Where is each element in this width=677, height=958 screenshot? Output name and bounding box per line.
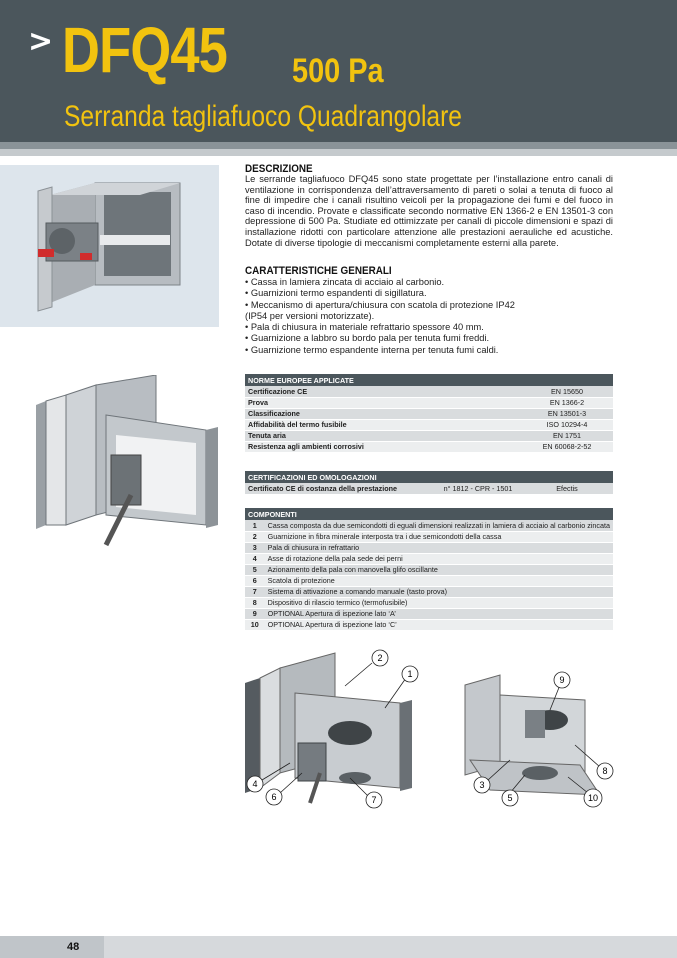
- components-diagram-right: [460, 665, 615, 810]
- product-photo: [0, 165, 219, 327]
- description-text: Le serrande tagliafuoco DFQ45 sono state progettate per l’installazione entro canali di ventilazione in corrispondenza dell’attraversamento di pareti o solai a tenuta di fuoco al fine di impedire che i canali risultino veicoli per la propagazione dei fumi e del fuoco in caso di incendio. Provate e classificate secondo normative EN 1366-2 e EN 13501-3 con depressione di 500 Pa. Studiate ed ottimizzate per canali di piccole dimensioni e spazi di installazione ridotti con particolare attenzione alle prestazioni aerauliche ed acustiche. Dotate di diverse tipologie di meccanismi completamente esterni alla parete.: [245, 174, 613, 248]
- table-row: 4 Asse di rotazione della pala sede dei perni: [245, 553, 613, 564]
- table-row: 3 Pala di chiusura in refrattario: [245, 542, 613, 553]
- callout-label: 2: [377, 653, 383, 663]
- header-divider: [0, 142, 677, 149]
- feature-item: • Guarnizione a labbro su bordo pala per tenuta fumi freddi.: [245, 333, 490, 344]
- table-row: 2 Guarnizione in fibra minerale interposta tra i due semicondotti della cassa: [245, 531, 613, 542]
- table-row: Tenuta aria EN 1751: [245, 430, 613, 441]
- feature-item: • Cassa in lamiera zincata di acciaio al carbonio.: [245, 277, 445, 287]
- table-row: Resistenza agli ambienti corrosivi EN 60068-2-52: [245, 441, 613, 452]
- table-row: Certificato CE di costanza della prestazione n° 1812 - CPR - 1501 Efectis: [245, 483, 613, 494]
- callout-label: 5: [507, 793, 513, 803]
- table-row: 7 Sistema di attivazione a comando manuale (tasto prova): [245, 586, 613, 597]
- table-row: Prova EN 1366-2: [245, 397, 613, 408]
- page-number: 48: [67, 941, 80, 953]
- header-divider-light: [0, 149, 677, 156]
- feature-item: (IP54 per versioni motorizzate).: [245, 310, 375, 321]
- callout-label: 10: [587, 793, 599, 803]
- chevron-icon: >: [28, 24, 54, 59]
- components-diagram-left: [240, 648, 430, 813]
- callout-label: 1: [407, 669, 413, 679]
- feature-item: • Pala di chiusura in materiale refrattario spessore 40 mm.: [245, 322, 484, 333]
- table-row: 1 Cassa composta da due semicondotti di eguali dimensioni realizzati in lamiera di acciaio al carbonio zincata: [245, 520, 613, 531]
- features-heading: CARATTERISTICHE GENERALI: [245, 265, 392, 277]
- table-row: 8 Dispositivo di rilascio termico (termofusibile): [245, 597, 613, 608]
- feature-item: • Meccanismo di apertura/chiusura con scatola di protezione IP42: [245, 299, 515, 310]
- components-table: [245, 508, 613, 631]
- feature-item: • Guarnizione termo espandente interna per tenuta fumi caldi.: [245, 344, 499, 355]
- description-heading: DESCRIZIONE: [245, 163, 313, 175]
- product-title: DFQ45: [62, 14, 228, 86]
- table-row: Certificazione CE EN 15650: [245, 386, 613, 397]
- table-row: 5 Azionamento della pala con manovella glifo oscillante: [245, 564, 613, 575]
- callout-label: 6: [271, 792, 277, 802]
- norms-table: [245, 374, 613, 453]
- page-header: [0, 0, 677, 142]
- components-heading: COMPONENTI: [245, 508, 613, 520]
- certifications-heading: CERTIFICAZIONI ED OMOLOGAZIONI: [245, 471, 613, 483]
- damper-photo-illustration: [0, 165, 219, 327]
- callout-label: 3: [479, 780, 485, 790]
- product-subtitle: Serranda tagliafuoco Quadrangolare: [64, 100, 462, 133]
- feature-item: • Guarnizioni termo espandenti di sigillatura.: [245, 288, 427, 299]
- callout-label: 8: [602, 766, 608, 776]
- callout-label: 4: [252, 779, 258, 789]
- norms-heading: NORME EUROPEE APPLICATE: [245, 374, 613, 386]
- table-row: Classificazione EN 13501-3: [245, 408, 613, 419]
- damper-assembly-illustration: [36, 375, 224, 555]
- table-row: 10 OPTIONAL Apertura di ispezione lato ‘C’: [245, 619, 613, 630]
- table-row: 9 OPTIONAL Apertura di ispezione lato ‘A’: [245, 608, 613, 619]
- pressure-rating: 500 Pa: [292, 52, 384, 90]
- table-row: 6 Scatola di protezione: [245, 575, 613, 586]
- page-number-box: [0, 936, 104, 958]
- table-row: Affidabilità del termo fusibile ISO 10294-4: [245, 419, 613, 430]
- features-list: [245, 277, 620, 356]
- callout-label: 9: [559, 675, 565, 685]
- certifications-table: [245, 471, 613, 495]
- callout-label: 7: [371, 795, 377, 805]
